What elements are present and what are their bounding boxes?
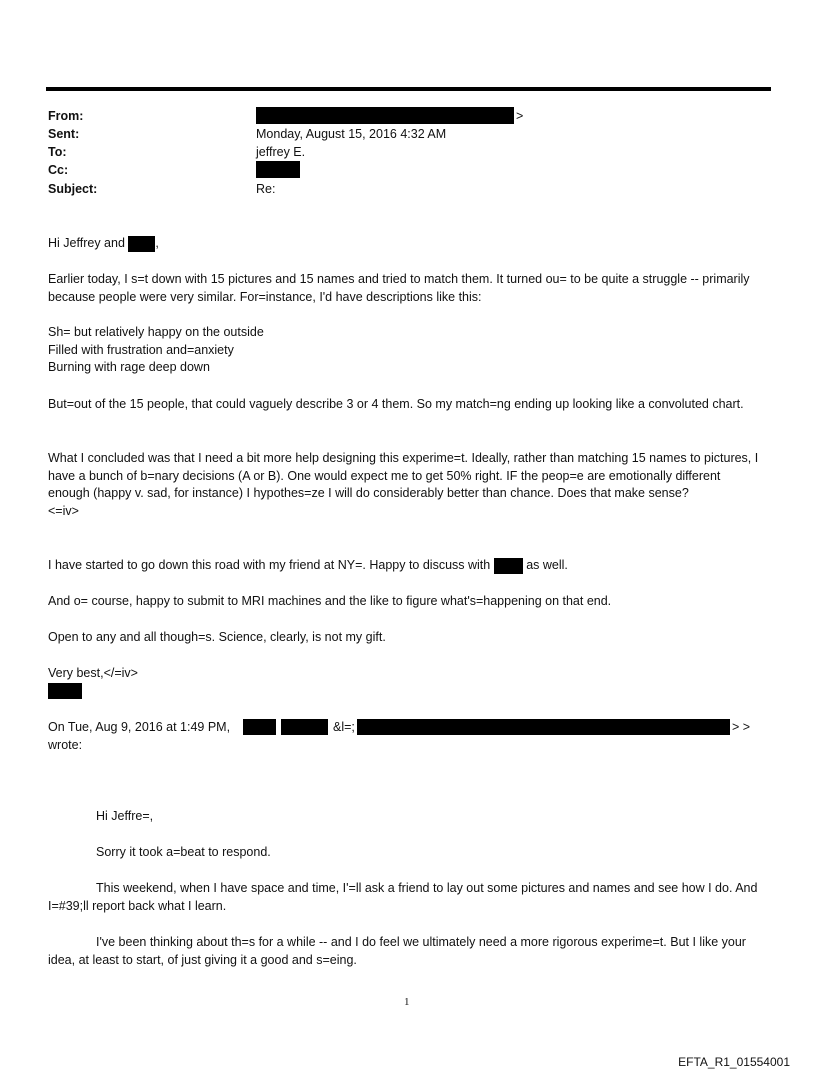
greeting-comma: , (155, 236, 159, 250)
body-paragraph-3 (48, 450, 764, 520)
body-paragraph-1: Earlier today, I s=t down with 15 pictures and 15 names and tried to match them. It turned ou= to be quite a struggle -- primarily because people were very similar. For=instance, I'd have descriptions like this: (48, 272, 750, 304)
to-value: jeffrey E. (256, 145, 306, 159)
quoted-greeting: Hi Jeffre=, (96, 809, 154, 823)
quoted-email-redaction (357, 719, 730, 735)
body-paragraph-2: But=out of the 15 people, that could vaguely describe 3 or 4 them. So my match=ng ending up looking like a convoluted chart. (48, 397, 744, 411)
subject-label: Subject: (48, 182, 98, 196)
body-paragraph-5: And o= course, happy to submit to MRI machines and the like to figure what's=happening on that end. (48, 594, 612, 608)
body-paragraph-6: Open to any and all though=s. Science, clearly, is not my gift. (48, 630, 386, 644)
list-item: Filled with frustration and=anxiety (48, 342, 234, 357)
from-label: From: (48, 109, 84, 123)
body-paragraph-4 (48, 557, 764, 575)
description-list (48, 324, 764, 377)
to-label: To: (48, 145, 67, 159)
para4-redaction (494, 558, 523, 574)
quoted-wrote: wrote: (48, 738, 83, 752)
document-id: EFTA_R1_01554001 (678, 1055, 790, 1069)
greeting-text: Hi Jeffrey and (48, 236, 125, 250)
from-value-suffix: > (516, 109, 524, 123)
quoted-intro-entity: &l=; (333, 720, 355, 734)
quoted-paragraph-1: Sorry it took a=beat to respond. (96, 845, 271, 859)
para4-post-text: as well. (526, 558, 568, 572)
signoff: Very best,</=iv> (48, 666, 138, 680)
page-number: 1 (404, 996, 410, 1008)
sent-label: Sent: (48, 127, 80, 141)
cc-redaction (256, 161, 300, 178)
quoted-sender-redaction-2 (281, 719, 328, 735)
greeting (48, 235, 764, 253)
div-tag-text: <=iv> (48, 503, 79, 518)
list-item: Burning with rage deep down (48, 360, 210, 374)
quoted-intro-suffix: > > (732, 720, 751, 734)
list-item: Sh= but relatively happy on the outside (48, 325, 264, 339)
from-redaction (256, 107, 514, 124)
para4-text: I have started to go down this road with my friend at NY=. Happy to discuss with (48, 558, 491, 572)
cc-label: Cc: (48, 163, 69, 177)
quoted-sender-redaction-1 (243, 719, 276, 735)
signature-redaction (48, 683, 82, 699)
quoted-paragraph-2: This weekend, when I have space and time, I'=ll ask a friend to lay out some pictures and names and see how I do. And I=#39;ll report back what I learn. (48, 881, 758, 913)
sent-value: Monday, August 15, 2016 4:32 AM (256, 127, 447, 141)
quoted-intro-text: On Tue, Aug 9, 2016 at 1:49 PM, (48, 720, 231, 734)
greeting-redaction (128, 236, 155, 252)
header-rule (46, 87, 771, 91)
subject-value: Re: (256, 182, 276, 196)
quoted-paragraph-3: I've been thinking about th=s for a while -- and I do feel we ultimately need a more rigorous experime=t. But I like your idea, at least to start, of just giving it a good and s=eing. (48, 935, 746, 967)
body-paragraph-3-text: What I concluded was that I need a bit more help designing this experime=t. Ideally, rather than matching 15 names to pictures, I have a bunch of b=nary decisions (A or B). One would expect me to get 50% right. IF the peop=e are emotionally different enough (happy v. sad, for instance) I hypothes=ze I will do considerably better than chance. Does that make sense? (48, 451, 759, 500)
